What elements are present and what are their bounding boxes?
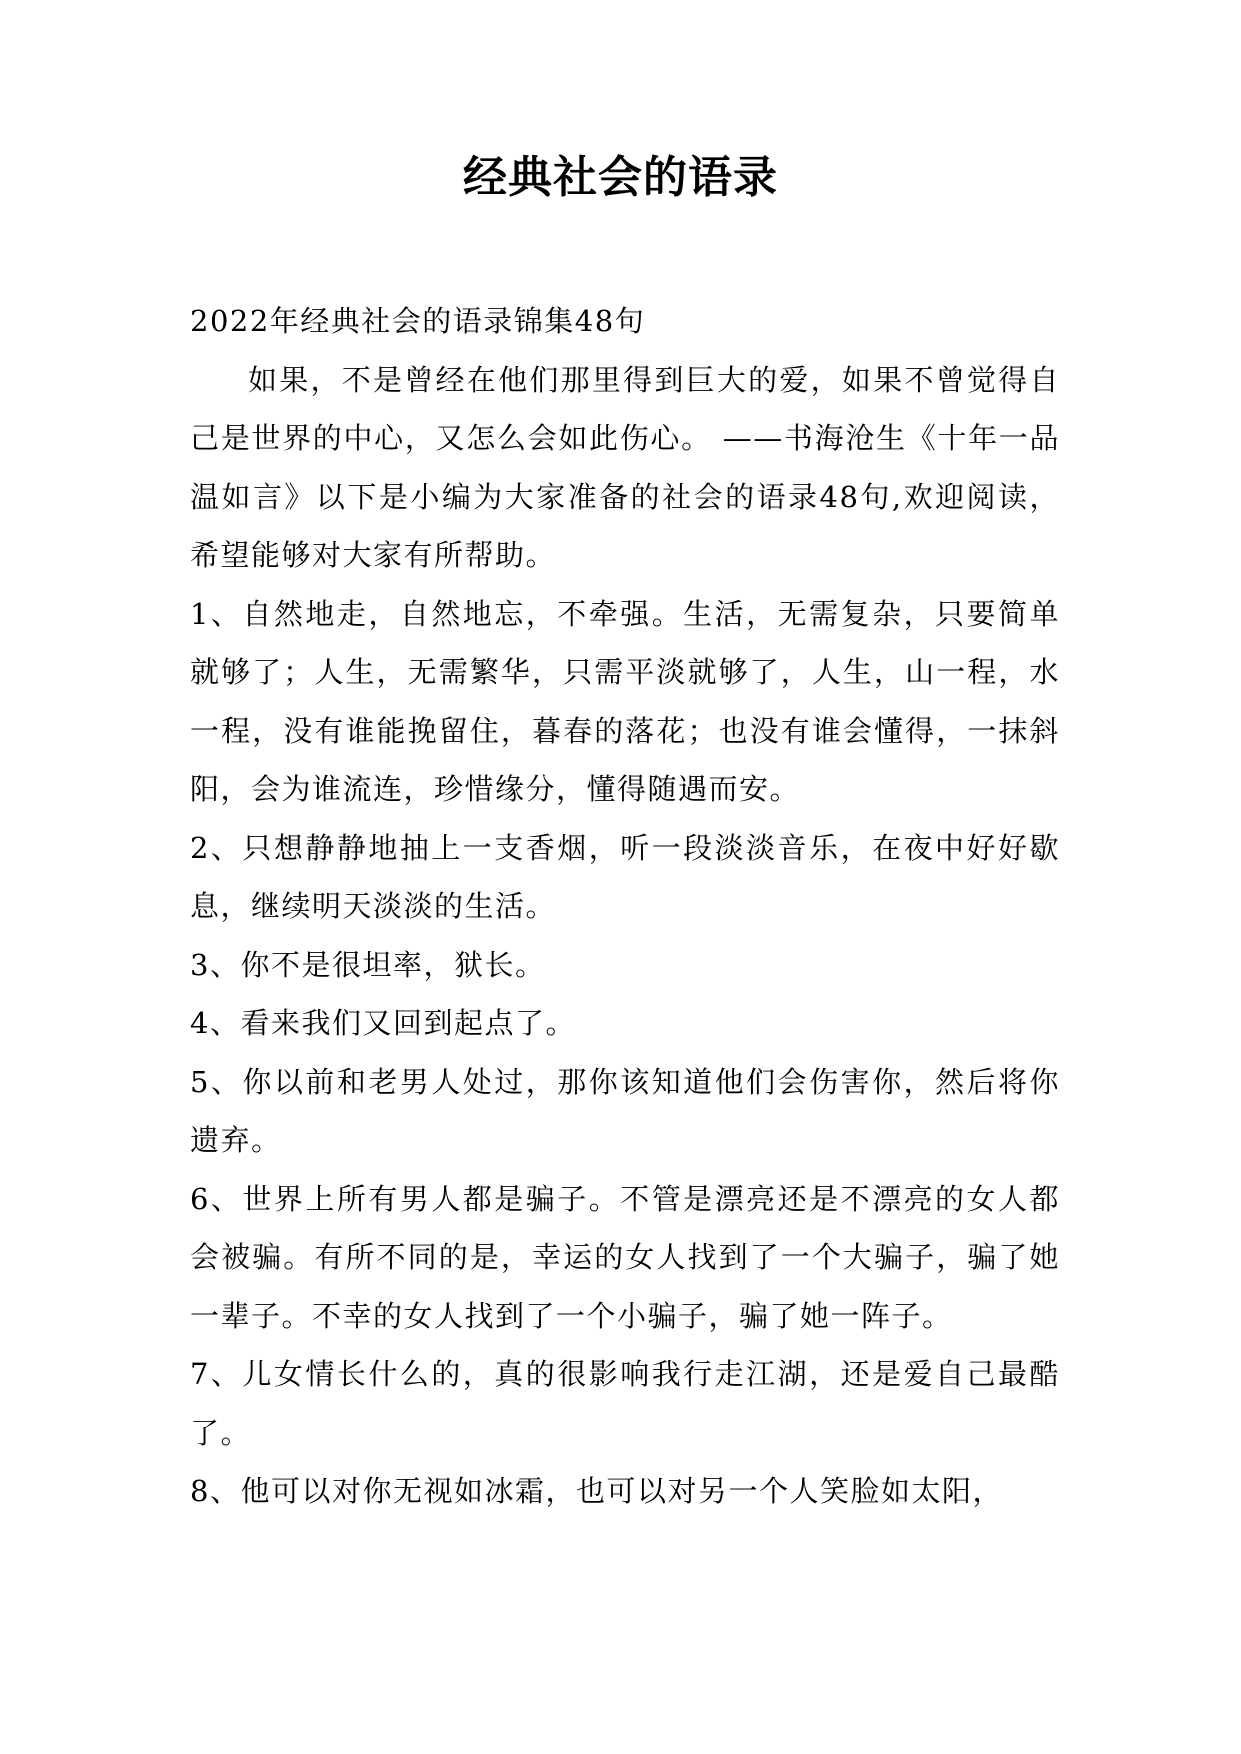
document-subtitle: 2022年经典社会的语录锦集48句 <box>190 304 646 338</box>
quote-item-1: 1、自然地走，自然地忘，不牵强。生活，无需复杂，只要简单就够了；人生，无需繁华，只需平淡就够了，人生，山一程，水一程，没有谁能挽留住，暮春的落花；也没有谁会懂得，一抹斜阳，会为谁流连，珍惜缘分，懂得随遇而安。 <box>190 596 1060 806</box>
document-title: 经典社会的语录 <box>463 152 778 203</box>
quote-item-5: 5、你以前和老男人处过，那你该知道他们会伤害你，然后将你遗弃。 <box>190 1064 1060 1157</box>
intro-paragraph: 如果，不是曾经在他们那里得到巨大的爱，如果不曾觉得自己是世界的中心，又怎么会如此伤心。 ——书海沧生《十年一品温如言》以下是小编为大家准备的社会的语录48句,欢迎阅读，希望能够对大家有所帮助。 <box>190 362 1060 572</box>
quote-item-7: 7、儿女情长什么的，真的很影响我行走江湖，还是爱自己最酷了。 <box>190 1357 1060 1450</box>
quote-item-2: 2、只想静静地抽上一支香烟，听一段淡淡音乐，在夜中好好歇息，继续明天淡淡的生活。 <box>190 830 1060 923</box>
document-body <box>190 292 1060 1521</box>
quote-item-4: 4、看来我们又回到起点了。 <box>190 1006 576 1040</box>
quote-item-3: 3、你不是很坦率，狱长。 <box>190 947 546 982</box>
quote-item-6: 6、世界上所有男人都是骗子。不管是漂亮还是不漂亮的女人都会被骗。有所不同的是，幸运的女人找到了一个大骗子，骗了她一辈子。不幸的女人找到了一个小骗子，骗了她一阵子。 <box>190 1181 1060 1333</box>
quote-item-8: 8、他可以对你无视如冰霜，也可以对另一个人笑脸如太阳， <box>190 1474 1003 1508</box>
